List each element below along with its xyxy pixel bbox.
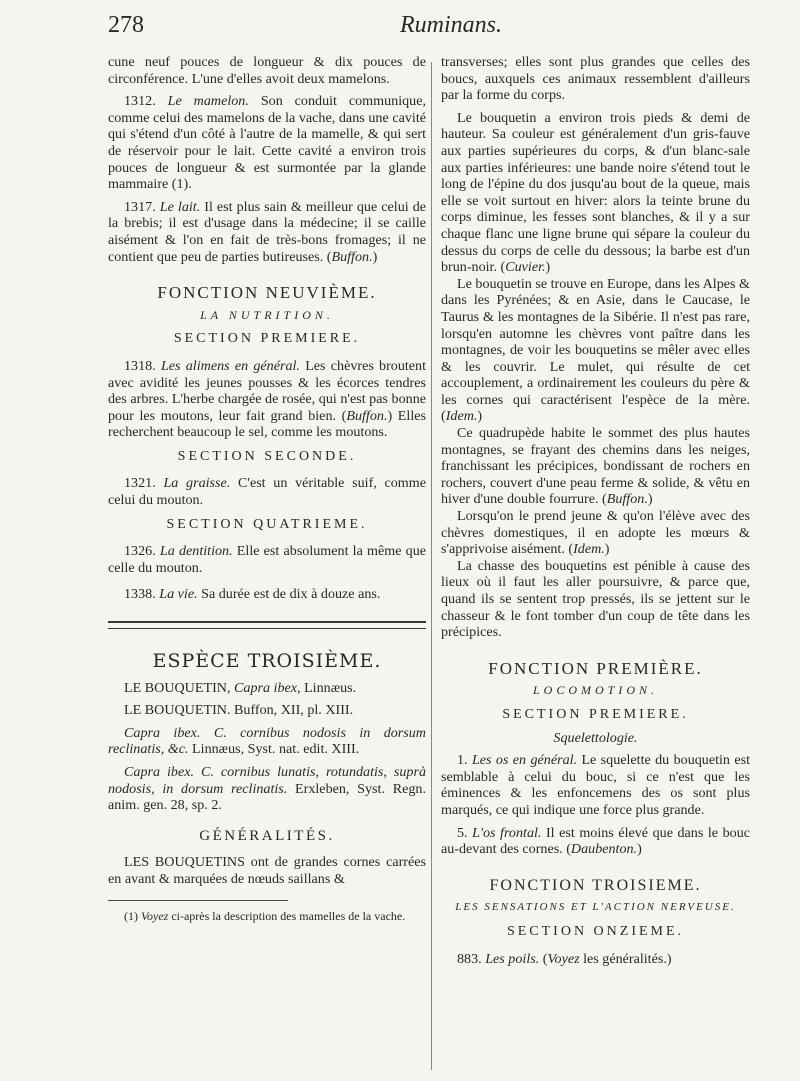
section-quatrieme: SECTION QUATRIEME. bbox=[166, 516, 368, 532]
paragraph-1317 bbox=[108, 199, 426, 265]
paragraph-text: C'est un véritable suif, comme celui du mouton. bbox=[108, 475, 426, 509]
paragraph-title: Les os en général. bbox=[471, 752, 578, 769]
paragraph-title: La graisse. bbox=[163, 475, 231, 492]
synonym-capra-erxleben bbox=[108, 764, 426, 814]
paragraph-number: 883. bbox=[457, 950, 482, 967]
latin-name: Capra ibex, bbox=[234, 679, 301, 696]
paragraph-number: 1326. bbox=[124, 543, 156, 560]
authority: Linnæus. bbox=[304, 679, 357, 696]
latin-description: Capra ibex. C. cornibus nodosis in dorsum reclinatis, &c. bbox=[108, 724, 426, 758]
footnote-text: ci-après la description des mamelles de la vache. bbox=[171, 908, 406, 923]
page-header bbox=[108, 12, 748, 52]
citation-close: ) bbox=[637, 841, 642, 858]
paragraph-1321 bbox=[108, 475, 426, 508]
heading-fonction-premiere: FONCTION PREMIÈRE. bbox=[488, 658, 703, 678]
heading-generalites: GÉNÉRALITÉS. bbox=[199, 827, 335, 844]
paragraph-title: Le mamelon. bbox=[167, 93, 249, 110]
paragraph-1318 bbox=[108, 358, 426, 441]
paragraph-text: ont de grandes cornes carrées en avant & marquées de nœuds saillans & bbox=[108, 854, 426, 887]
paragraph-number: 1318. bbox=[124, 357, 156, 374]
heading-fonction-neuvieme: FONCTION NEUVIÈME. bbox=[157, 283, 377, 303]
paragraph-text: Ce quadrupède habite le sommet des plus hautes montagnes, se frayant des chemins dans les neiges, franchissant les précipices, bondissant de rochers en rochers, couvert d'une peau ferme & solide, & vêtu en hiver d'une double fourrure. ( bbox=[441, 425, 750, 508]
paragraph-domestication: Lorsqu'on le prend jeune & qu'on l'élève avec des chèvres domestiques, il en adopte les mœurs & s'apprivoise aisément. (Idem.) bbox=[441, 508, 750, 558]
subheading-squelettologie: Squelettologie. bbox=[553, 729, 638, 746]
paragraph-number: 1. bbox=[457, 752, 468, 769]
paragraph-text: Elle est absolument la même que celle du mouton. bbox=[108, 543, 426, 576]
paragraph-1312 bbox=[108, 93, 426, 193]
reference: Linnæus, Syst. nat. edit. XIII. bbox=[192, 741, 360, 758]
paragraph-1326 bbox=[108, 543, 426, 576]
citation: Buffon. bbox=[606, 491, 648, 508]
paragraph-text: Il est plus sain & meilleur que celui de la brebis; il est d'usage dans la médecine; il se caille aisément & l'on en fait de très-bons fromages; il ne contient que peu de parties butireuses. ( bbox=[108, 198, 426, 265]
footnote-cite: Voyez bbox=[141, 908, 169, 923]
paragraph-text: Le bouquetin a environ trois pieds & demi de hauteur. Sa couleur est généralement d'un gris-fauve aux parties supérieures du corps, & d'un blanc-sale aux parties inférieures: une bande noire s'étend tout le long de l'épine du dos jusqu'au bout de la queue, mais elle se voit surtout en hiver: alors la teinte brune du corps diminue, les fesses sont blanches, & il y a sur chaque flanc une ligne brune qui sépare la couleur du dessus du corps de celle du dessous; la barbe est d'un brun-noir. ( bbox=[441, 109, 750, 276]
paragraph-title: Le lait. bbox=[159, 198, 201, 215]
paragraph-text: les généralités.) bbox=[583, 950, 672, 967]
citation: Daubenton. bbox=[570, 841, 638, 858]
citation: Cuvier. bbox=[505, 259, 546, 276]
paragraph-hunting: La chasse des bouquetins est pénible à cause des lieux où il faut les aller poursuivre, & parce que, quand ils se sentent trop pressés, ils se jettent sur le chasseur & le font tomber d'un coup de tête dans les précipices. bbox=[441, 557, 750, 641]
paragraph-generalites bbox=[108, 854, 426, 887]
paragraph-number: 5. bbox=[457, 824, 468, 841]
heading-espece-troisieme: ESPÈCE TROISIÈME. bbox=[152, 650, 382, 673]
paragraph-text: Lorsqu'on le prend jeune & qu'on l'élève avec des chèvres domestiques, il en adopte les mœurs & s'apprivoise aisément. ( bbox=[441, 508, 750, 558]
paragraph-number: 1312. bbox=[124, 93, 156, 110]
citation: Voyez bbox=[547, 950, 580, 967]
lead-words: LES BOUQUETINS bbox=[124, 854, 245, 871]
section-seconde: SECTION SECONDE. bbox=[177, 448, 357, 464]
paragraph-number: 1338. bbox=[124, 586, 156, 603]
section-premiere: SECTION PREMIERE. bbox=[502, 706, 689, 722]
section-onzieme: SECTION ONZIEME. bbox=[506, 923, 685, 939]
heading-fonction-troisieme: FONCTION TROISIEME. bbox=[489, 876, 702, 894]
page-number: 278 bbox=[108, 12, 144, 38]
footnote-mark: (1) bbox=[124, 908, 138, 923]
paragraph-title: Les poils. bbox=[485, 950, 540, 967]
paragraph-number: 1321. bbox=[124, 475, 156, 492]
reference: Buffon, XII, pl. XIII. bbox=[234, 702, 354, 719]
paragraph-text: Les chèvres broutent avec avidité les jeunes pousses & les écorces tendres des arbres. L'herbe chargée de rosée, qui n'est pas bonne pour les moutons, leur fait grand bien. ( bbox=[108, 357, 427, 424]
paragraph-text: Il est moins élevé que dans le bouc au-devant des cornes. ( bbox=[441, 824, 750, 858]
paragraph-text: Le squelette du bouquetin est semblable à celui du bouc, si ce n'est que les éminences & les enfoncemens des os sont plus marqués, ce qui indique une force plus grande. bbox=[441, 752, 750, 818]
section-premiere: SECTION PREMIERE. bbox=[173, 331, 361, 347]
column-divider bbox=[431, 62, 432, 1070]
paragraph-intro: cune neuf pouces de longueur & dix pouces de circonférence. L'une d'elles avoit deux mamelons. bbox=[108, 54, 426, 87]
species-name: LE BOUQUETIN. bbox=[124, 702, 231, 719]
paragraph-description: Le bouquetin a environ trois pieds & demi de hauteur. Sa couleur est généralement d'un gris-fauve aux parties supérieures du corps, & d'un blanc-sale aux parties inférieures: une bande noire s'étend tout le long de l'épine du dos jusqu'au bout de la queue, mais elle se voit surtout en hiver: alors la teinte brune du corps diminue, les fesses sont blanches, & il y a sur chaque flanc une ligne brune qui sépare la couleur du dessus du corps de celle du dessous; la barbe est d'un brun-noir. (Cuvier.) bbox=[441, 109, 750, 276]
paragraph-number: 1317. bbox=[124, 198, 156, 215]
citation: Buffon. bbox=[346, 407, 388, 424]
footnote-rule bbox=[108, 900, 288, 901]
paragraph-habitat: Le bouquetin se trouve en Europe, dans les Alpes & dans les Pyrénées; & en Asie, dans le Caucase, le Taurus & les montagnes de la Sibérie. Il n'est pas rare, lorsqu'en automne les chèvres vont paître dans les montagnes, de voir les bouquetins se mêler avec elles & les couvrir. Le mulet, qui résulte de cet accouplement, a ordinairement les couleurs du père & les cornes qui caractérisent l'espèce de la mère. (Idem.) bbox=[441, 275, 750, 425]
paragraph-text-after: ) Elles recherchent beaucoup le sel, comme les moutons. bbox=[108, 407, 426, 441]
citation: Idem. bbox=[445, 408, 478, 425]
paragraph-transverses: transverses; elles sont plus grandes que celles des boucs, auxquels ces animaux ressemblent d'ailleurs par la forme du corps. bbox=[441, 54, 750, 104]
double-rule bbox=[108, 621, 426, 629]
reference: Erxleben, Syst. Regn. anim. gen. 28, sp. 2. bbox=[108, 780, 426, 814]
latin-description: Capra ibex. C. cornibus lunatis, rotundatis, suprà nodosis, in dorsum reclinatis. bbox=[108, 764, 426, 797]
paragraph-883 bbox=[441, 951, 750, 968]
paragraph-text: Le bouquetin se trouve en Europe, dans les Alpes & dans les Pyrénées; & en Asie, dans le Caucase, le Taurus & les montagnes de la Sibérie. Il n'est pas rare, lorsqu'en automne les chèvres vont paître dans les montagnes, de voir les bouquetins se mêler avec elles & les couvrir. Le mulet, qui résulte de cet accouplement, a ordinairement les couleurs du père & les cornes qui caractérisent l'espèce de la mère. ( bbox=[441, 275, 750, 425]
citation: Buffon. bbox=[331, 248, 373, 265]
citation-close: ) bbox=[372, 248, 378, 265]
synonym-capra-linnaeus bbox=[108, 725, 426, 758]
paragraph-title: Les alimens en général. bbox=[160, 357, 300, 374]
paragraph-5 bbox=[441, 825, 750, 858]
left-column bbox=[108, 54, 426, 923]
paragraph-title: L'os frontal. bbox=[472, 824, 542, 841]
synonym-bouquetin-buffon bbox=[108, 702, 426, 719]
paren-open: ( bbox=[542, 950, 548, 967]
subheading-sensations: LES SENSATIONS ET L'ACTION NERVEUSE. bbox=[455, 901, 736, 914]
paragraph-title: La dentition. bbox=[159, 543, 233, 560]
species-name: LE BOUQUETIN, bbox=[124, 679, 231, 696]
subheading-locomotion: LOCOMOTION. bbox=[532, 683, 658, 698]
paragraph-text: Son conduit communique, comme celui des mamelons de la vache, dans une cavité qui s'étend d'un côté à l'autre de la mamelle, & qui sert de réservoir pour le lait. Cette cavité a environ trois pouces de longueur & est surmontée par la glande mammaire (1). bbox=[108, 93, 426, 193]
footnote bbox=[108, 909, 426, 923]
synonym-bouquetin-linnaeus bbox=[108, 680, 426, 697]
paragraph-1 bbox=[441, 752, 750, 818]
running-title: Ruminans. bbox=[400, 12, 502, 38]
subheading-nutrition: LA NUTRITION. bbox=[200, 307, 334, 322]
citation: Idem. bbox=[573, 541, 605, 558]
right-column bbox=[441, 54, 750, 967]
paragraph-title: La vie. bbox=[159, 586, 198, 603]
paragraph-text: Sa durée est de dix à douze ans. bbox=[201, 586, 381, 603]
paragraph-mountains: Ce quadrupède habite le sommet des plus hautes montagnes, se frayant des chemins dans les neiges, franchissant les précipices, bondissant de rochers en rochers, couvert d'une peau ferme & solide, & vêtu en hiver d'une double fourrure. (Buffon.) bbox=[441, 425, 750, 508]
paragraph-1338 bbox=[108, 586, 426, 603]
